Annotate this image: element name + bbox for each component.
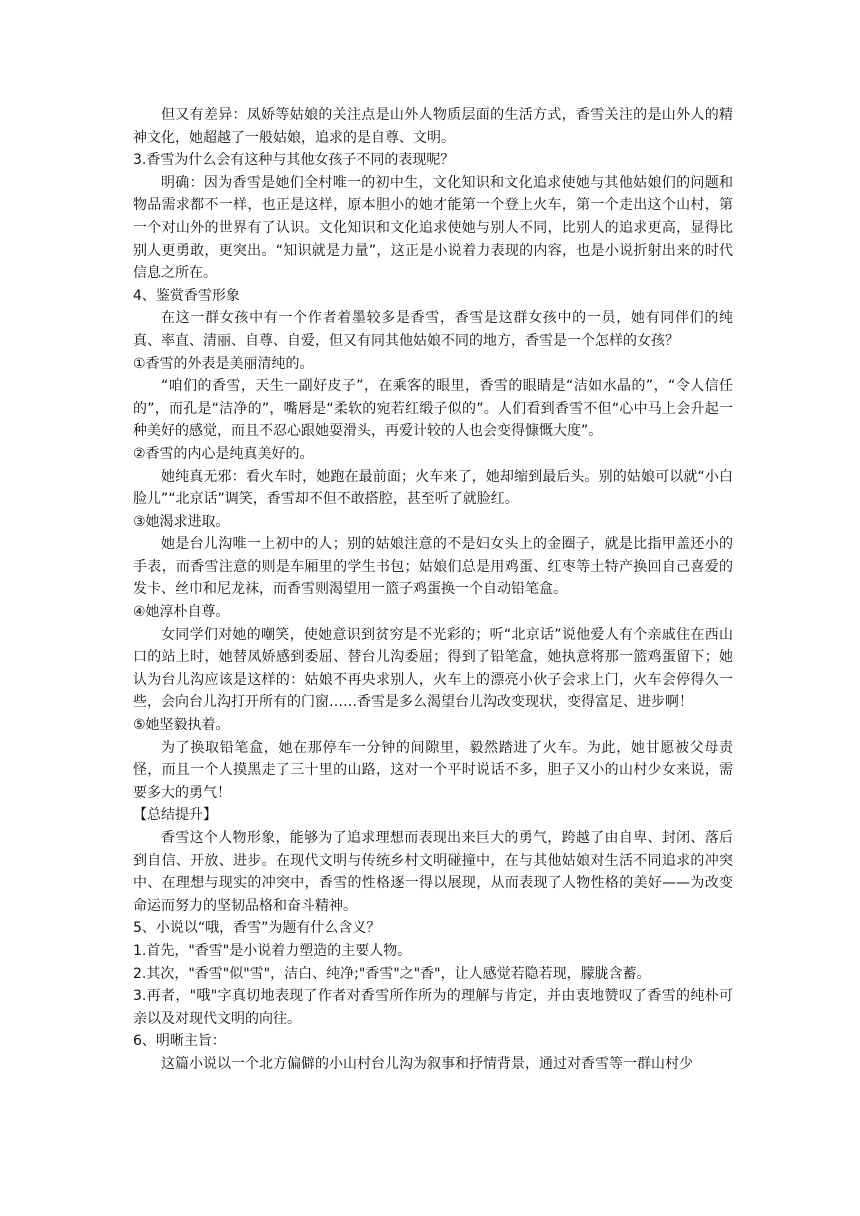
paragraph: 她是台儿沟唯一上初中的人；别的姑娘注意的不是妇女头上的金圈子，就是比指甲盖还小的手表，而香雪注意的则是车厢里的学生书包；姑娘们总是用鸡蛋、红枣等土特产换回自己喜爱的发卡、丝巾和尼龙袜，而香雪则渴望用一篮子鸡蛋换一个自动铅笔盒。 — [133, 536, 733, 598]
list-item-heading: ④她淳朴自尊。 — [133, 604, 230, 621]
paragraph: 但又有差异：凤娇等姑娘的关注点是山外人物质层面的生活方式，香雪关注的是山外人的精神文化，她超越了一般姑娘，追求的是自尊、文明。 — [133, 107, 733, 146]
paragraph: 明确：因为香雪是她们全村唯一的初中生，文化知识和文化追求使她与其他姑娘们的问题和物品需求都不一样，也正是这样，原本胆小的她才能第一个登上火车，第一个走出这个山村，第一个对山外的世界有了认识。文化知识和文化追求使她与别人不同，比别人的追求更高，显得比别人更勇敢，更突出。“知识就是力量”，这正是小说着力表现的内容，也是小说折射出来的时代信息之所在。 — [133, 174, 733, 282]
paragraph: 在这一群女孩中有一个作者着墨较多是香雪，香雪是这群女孩中的一员，她有同伴们的纯真、率直、清丽、自尊、自爱，但又有同其他姑娘不同的地方，香雪是一个怎样的女孩？ — [133, 310, 733, 349]
list-item: 3.再者，"哦"字真切地表现了作者对香雪所作所为的理解与肯定，并由衷地赞叹了香雪的纯朴可亲以及对现代文明的向往。 — [133, 988, 733, 1027]
section-heading: 6、明晰主旨： — [133, 1033, 226, 1050]
question-heading: 3.香雪为什么会有这种与其他女孩子不同的表现呢？ — [133, 152, 455, 169]
paragraph: 女同学们对她的嘲笑，使她意识到贫穷是不光彩的；听“北京话”说他爱人有个亲戚住在西山口的站上时，她替凤娇感到委屈、替台儿沟委屈；得到了铅笔盒，她执意将那一篮鸡蛋留下；她认为台儿沟应该是这样的：姑娘不再央求别人，火车上的漂亮小伙子会求上门，火车会停得久一些，会向台儿沟打开所有的门窗……香雪是多么渴望台儿沟改变现状，变得富足、进步啊！ — [133, 626, 733, 711]
paragraph: 这篇小说以一个北方偏僻的小山村台儿沟为叙事和抒情背景，通过对香雪等一群山村少 — [161, 1055, 693, 1072]
paragraph: “咱们的香雪，天生一副好皮子”，在乘客的眼里，香雪的眼睛是“洁如水晶的”，“令人信任的”，而孔是“洁净的”，嘴唇是“柔软的宛若红缎子似的”。人们看到香雪不但“心中马上会升起一种美好的感觉，而且不忍心跟她耍滑头，再爱计较的人也会变得慷慨大度”。 — [133, 378, 733, 440]
paragraph: 为了换取铅笔盒，她在那停车一分钟的间隙里，毅然踏进了火车。为此，她甘愿被父母责怪，而且一个人摸黑走了三十里的山路，这对一个平时说话不多，胆子又小的山村少女来说，需要多大的勇气！ — [133, 739, 733, 801]
document-page — [133, 104, 733, 1076]
list-item-heading: ③她渴求进取。 — [133, 513, 230, 530]
list-item: 1.首先，"香雪"是小说着力塑造的主要人物。 — [133, 942, 412, 959]
section-heading: 4、鉴赏香雪形象 — [133, 287, 240, 304]
section-heading: 5、小说以“哦，香雪”为题有什么含义？ — [133, 920, 381, 937]
summary-heading: 【总结提升】 — [133, 807, 217, 824]
list-item-heading: ②香雪的内心是纯真美好的。 — [133, 445, 314, 462]
paragraph: 香雪这个人物形象，能够为了追求理想而表现出来巨大的勇气，跨越了由自卑、封闭、落后到自信、开放、进步。在现代文明与传统乡村文明碰撞中，在与其他姑娘对生活不同追求的冲突中、在理想与现实的冲突中，香雪的性格逐一得以展现，从而表现了人物性格的美好——为改变命运而努力的坚韧品格和奋斗精神。 — [133, 830, 733, 914]
paragraph: 她纯真无邪：看火车时，她跑在最前面；火车来了，她却缩到最后头。别的姑娘可以就“小白脸儿”“北京话”调笑，香雪却不但不敢搭腔，甚至听了就脸红。 — [133, 468, 733, 508]
list-item-heading: ①香雪的外表是美丽清纯的。 — [133, 355, 314, 372]
list-item-heading: ⑤她坚毅执着。 — [133, 717, 230, 734]
list-item: 2.其次，"香雪"似"雪"，洁白、纯净;"香雪"之"香"，让人感觉若隐若现，朦胧含蓄。 — [133, 965, 651, 982]
